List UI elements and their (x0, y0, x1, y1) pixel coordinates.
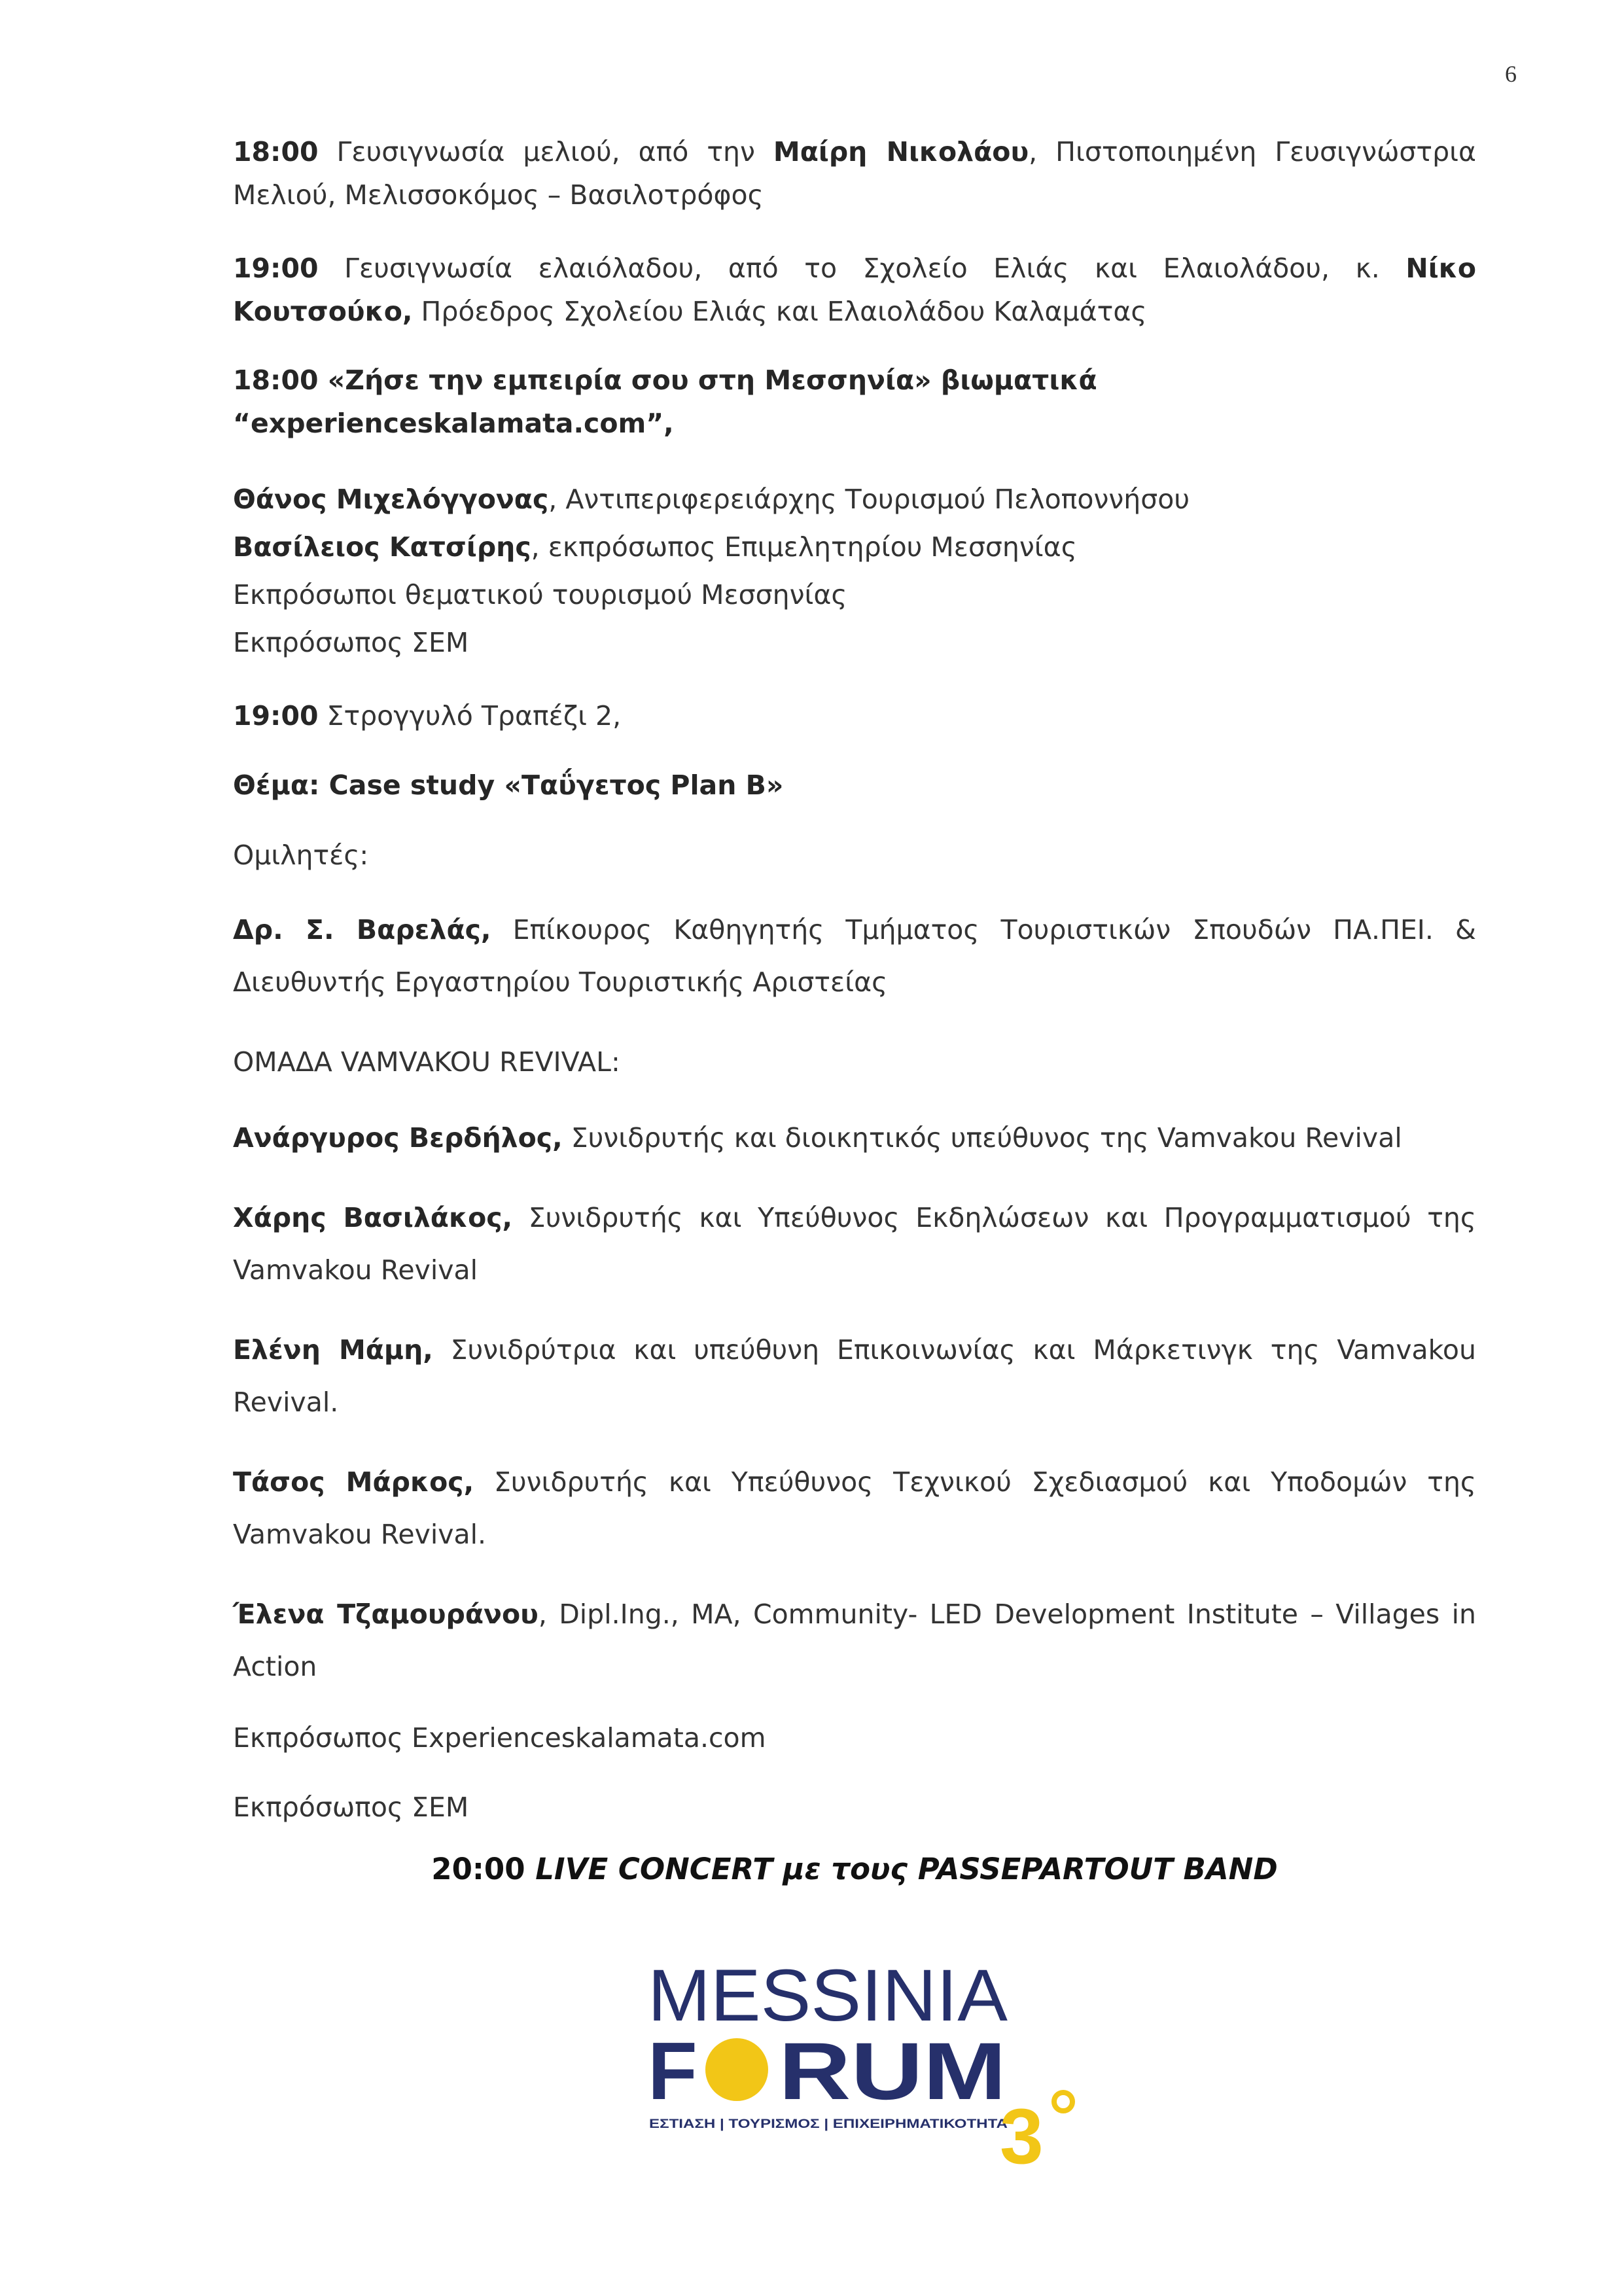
messinia-forum-logo (641, 1956, 1099, 2192)
logo-messinia-text: MESSINIA (648, 1956, 1008, 2036)
logo-sun-circle (705, 2038, 768, 2101)
team-member: Ανάργυρος Βερδήλος, Συνιδρυτής και διοικητικός υπεύθυνος της Vamvakou Revival (233, 1122, 1402, 1154)
logo-forum-rum: RUM (779, 2026, 1006, 2117)
program-content (233, 131, 1476, 1829)
page-number: 6 (1505, 61, 1517, 87)
representatives-line: Εκπρόσωπος ΣΕΜ (233, 626, 469, 658)
team-member: Τάσος Μάρκος, Συνιδρυτής και Υπεύθυνος Τεχνικού Σχεδιασμού και Υποδομών της Vamvakou Revival. (233, 1466, 1476, 1550)
roundtable-title: 19:00 Στρογγυλό Τραπέζι 2, (233, 699, 622, 732)
team-member: Χάρης Βασιλάκος, Συνιδρυτής και Υπεύθυνος Εκδηλώσεων και Προγραμματισμού της Vamvakou Revival (233, 1201, 1476, 1286)
olive-oil-tasting: 19:00 Γευσιγνωσία ελαιόλαδου, από το Σχολείο Ελιάς και Ελαιολάδου, κ. Νίκο Κουτσούκο, Πρόεδρος Σχολείου Ελιάς και Ελαιολάδου Καλαμάτας (233, 253, 1476, 327)
logo-ordinal-mark (1054, 2093, 1072, 2111)
honey-time: 18:00 (233, 136, 319, 168)
team-member: Ελένη Μάμη, Συνιδρύτρια και υπεύθυνη Επικοινωνίας και Μάρκετινγκ της Vamvakou Revival. (233, 1333, 1476, 1418)
speaker-varelas: Δρ. Σ. Βαρελάς, Επίκουρος Καθηγητής Τμήματος Τουριστικών Σπουδών ΠΑ.ΠΕΙ. & Διευθυντής Εργαστηρίου Τουριστικής Αριστείας (233, 914, 1477, 998)
honey-tasting: 18:00 Γευσιγνωσία μελιού, από την Μαίρη Νικολάου, Πιστοποιημένη Γευσιγνώστρια Μελιού, Μελισσοκόμος – Βασιλοτρόφος (233, 136, 1476, 211)
olive-presenter: Νίκο Κουτσούκο, (233, 253, 1476, 327)
speaker-line: Βασίλειος Κατσίρης, εκπρόσωπος Επιμελητηρίου Μεσσηνίας (233, 531, 1077, 563)
concert-announcement: 20:00 LIVE CONCERT με τους PASSEPARTOUT BAND (431, 1852, 1278, 1886)
team-member: Έλενα Τζαμουράνου, Dipl.Ing., MA, Community- LED Development Institute – Villages in Action (233, 1598, 1476, 1682)
logo-tagline: ΕΣΤΙΑΣΗ | ΤΟΥΡΙΣΜΟΣ | ΕΠΙΧΕΙΡΗΜΑΤΙΚΟΤΗΤΑ (649, 2117, 1008, 2131)
experience-session-title: 18:00 «Ζήσε την εμπειρία σου στη Μεσσηνία» βιωματικά “experienceskalamata.com”, (233, 364, 1097, 439)
representatives-line: Εκπρόσωποι θεματικού τουρισμού Μεσσηνίας (233, 578, 847, 610)
speaker-line: Θάνος Μιχελόγγονας, Αντιπεριφερειάρχης Τουρισμού Πελοποννήσου (233, 483, 1190, 515)
representative-line: Εκπρόσωπος ΣΕΜ (233, 1791, 469, 1823)
logo-forum-f: F (648, 2026, 697, 2117)
experience-speakers (233, 476, 1476, 667)
representative-line: Εκπρόσωπος Experienceskalamata.com (233, 1722, 766, 1754)
speakers-label: Ομιλητές: (233, 839, 369, 871)
roundtable-topic: Θέμα: Case study «Ταΰγετος Plan B» (233, 769, 784, 802)
olive-time: 19:00 (233, 253, 319, 285)
team-label: ΟΜΑΔΑ VAMVAKOU REVIVAL: (233, 1046, 620, 1078)
honey-presenter: Μαίρη Νικολάου (773, 136, 1029, 168)
logo-edition-number: 3 (1000, 2093, 1044, 2180)
